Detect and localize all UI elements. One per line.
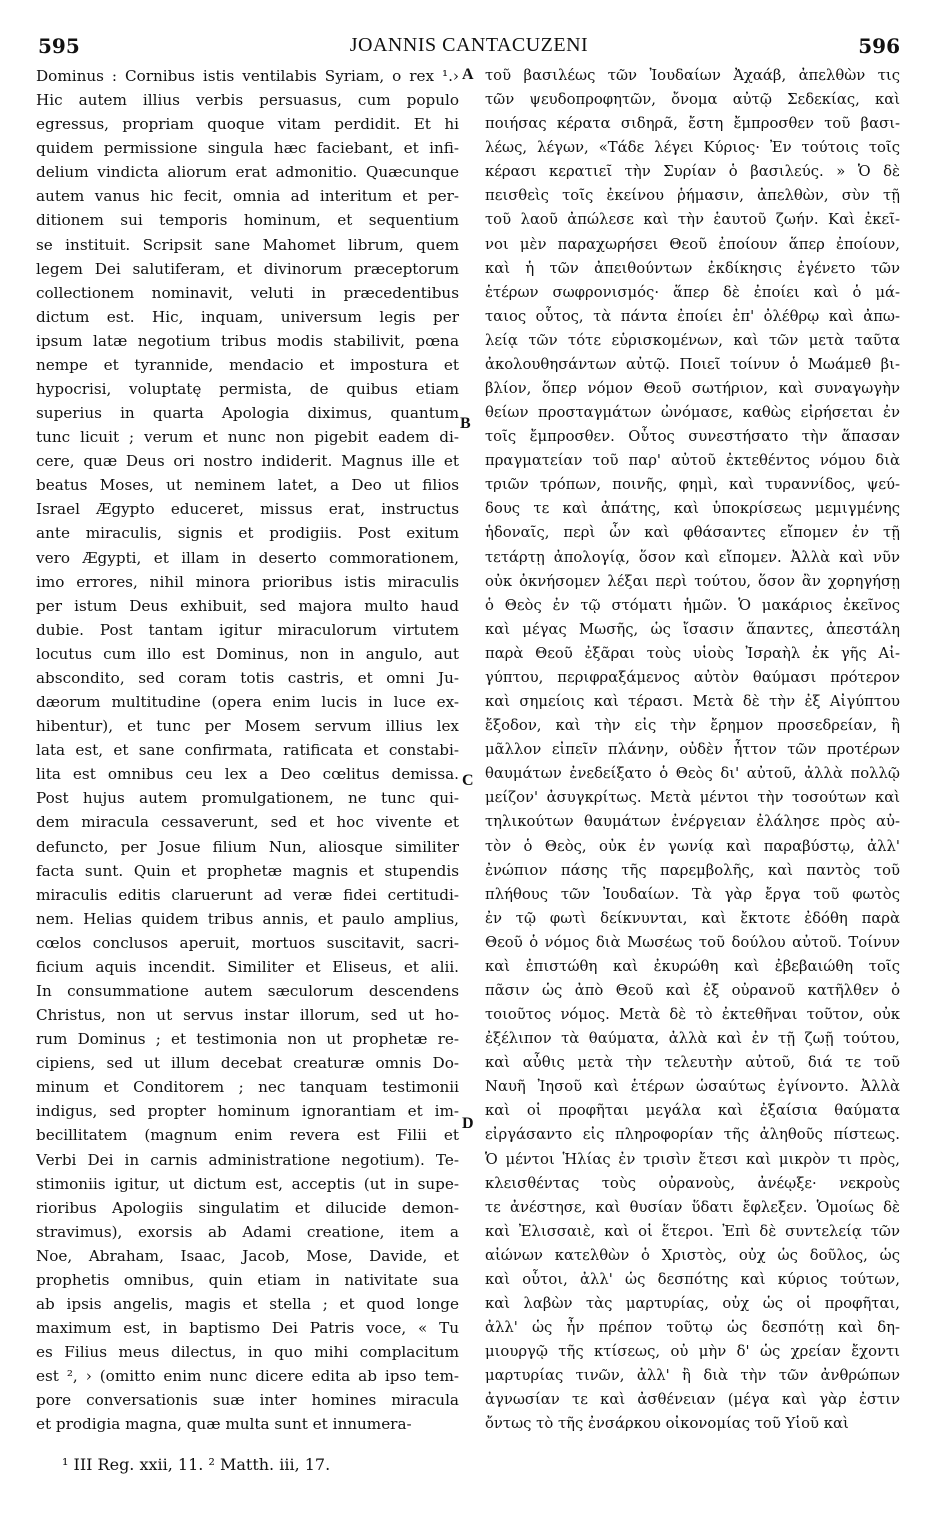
latin-text-line: lita est omnibus ceu lex a Deo cœlitus demissa. xyxy=(36,765,459,784)
latin-column xyxy=(36,64,459,1436)
latin-text-line: superius in quarta Apologia diximus, quantum xyxy=(36,404,459,423)
latin-text-line: minum et Conditorem ; nec tanquam testimonii xyxy=(36,1078,459,1097)
latin-text-line: locutus cum illo est Dominus, non in angulo, aut xyxy=(36,644,459,663)
latin-text-line: vero Ægypti, et illam in deserto commorationem, xyxy=(36,548,459,567)
latin-text-line: per istum Deus exhibuit, sed majora multo haud xyxy=(36,596,459,615)
latin-text-line: Dominus : Cornibus istis ventilabis Syriam, o rex ¹.› xyxy=(36,67,459,85)
latin-text-line: dæorum multitudine (opera enim lucis in luce ex- xyxy=(36,693,459,712)
latin-text-line: et prodigia magna, quæ multa sunt et innumera- xyxy=(36,1415,412,1434)
greek-text-line: πᾶσιν ὡς ἀπὸ Θεοῦ καὶ ἐξ οὐρανοῦ κατῆλθεν ὁ xyxy=(485,981,900,999)
greek-text-line: καὶ σημείοις καὶ τέρασι. Μετὰ δὲ τὴν ἐξ Αἰγύπτου xyxy=(485,693,900,711)
latin-text-line: cœlos conclusos aperuit, mortuos suscitavit, sacri- xyxy=(36,933,459,952)
latin-text-line: Hic autem illius verbis persuasus, cum populo xyxy=(36,91,459,110)
greek-text-line: ἀλλ' ὡς ἦν πρέπον τοῦτῳ ὡς δεσπότῃ καὶ δη- xyxy=(485,1319,900,1337)
greek-text-line: καὶ ἡ τῶν ἀπειθούντων ἐκδίκησις ἐγένετο τῶν xyxy=(485,259,900,277)
greek-text-line: μαρτυρίας τινῶν, ἀλλ' ἢ διὰ τὴν τῶν ἀνθρώπων xyxy=(485,1367,900,1385)
margin-letter-d: D xyxy=(462,1115,474,1132)
greek-text-line: νοι μὲν παραχωρήσει Θεοῦ ἐποίουν ἅπερ ἐποίουν, xyxy=(485,235,900,253)
latin-text-line: stravimus), exorsis ab Adami creatione, item a xyxy=(36,1222,459,1241)
greek-text-line: λέως, λέγων, «Τάδε λέγει Κύριος· Ἐν τούτοις τοῖς xyxy=(485,139,900,157)
latin-text-line: tunc licuit ; verum et nunc non pigebit eadem di- xyxy=(36,428,459,447)
latin-text-line: Post hujus autem promulgationem, ne tunc qui- xyxy=(36,789,459,808)
greek-text-line: μᾶλλον εἰπεῖν πλάνην, οὐδὲν ἧττον τῶν προτέρων xyxy=(485,741,900,759)
greek-text-line: τοῦ λαοῦ ἀπώλεσε καὶ τὴν ἑαυτοῦ ζωήν. Καὶ ἐκεῖ- xyxy=(485,211,900,229)
greek-text-line: καὶ Ἐλισσαιὲ, καὶ οἱ ἕτεροι. Ἐπὶ δὲ συντελείᾳ τῶν xyxy=(485,1222,900,1240)
greek-text-line: δους τε καὶ ἀπάτης, καὶ ὑποκρίσεως μεμιγμένης xyxy=(485,500,900,518)
latin-text-line: rum Dominus ; et testimonia non ut prophetæ re- xyxy=(36,1030,459,1049)
greek-text-line: καὶ λαβὼν τὰς μαρτυρίας, οὐχ ὡς οἱ προφῆται, xyxy=(485,1294,900,1312)
greek-text-line: ἑτέρων σωφρονισμός· ἅπερ δὲ ἐποίει καὶ ὁ μά- xyxy=(485,283,900,301)
latin-text-line: Verbi Dei in carnis administratione negotium). Te- xyxy=(36,1150,459,1169)
greek-text-line: τετάρτῃ ἀπολογίᾳ, ὅσον καὶ εἴπομεν. Ἀλλὰ καὶ νῦν xyxy=(485,548,900,566)
greek-text-line: καὶ ἐπιστώθη καὶ ἐκυρώθη καὶ ἐβεβαιώθη τοῖς xyxy=(485,957,900,975)
greek-text-line: ποιήσας κέρατα σιδηρᾶ, ἔστη ἔμπροσθεν τοῦ βασι- xyxy=(485,115,900,133)
greek-text-line: εἰργάσαντο εἰς πληροφορίαν τῆς ἀληθοῦς πίστεως. xyxy=(485,1126,900,1144)
latin-text-line: beatus Moses, ut neminem latet, a Deo ut filios xyxy=(36,476,459,495)
latin-text-line: prophetis omnibus, quin etiam in nativitate sua xyxy=(36,1270,459,1289)
page-number-left: 595 xyxy=(38,34,80,58)
greek-text-line: ἀκολουθησάντων αὐτῷ. Ποιεῖ τοίνυν ὁ Μωάμεθ βι- xyxy=(485,355,900,373)
footnote: ¹ III Reg. xxii, 11. ² Matth. iii, 17. xyxy=(62,1455,331,1474)
latin-text-line: ab ipsis angelis, magis et stella ; et quod longe xyxy=(36,1294,459,1313)
greek-text-line: τηλικούτων θαυμάτων ἐνέργειαν ἐλάλησε πρὸς αὐ- xyxy=(485,813,900,831)
latin-text-line: dictum est. Hic, inquam, universum legis per xyxy=(36,307,459,326)
latin-text-line: pore conversationis suæ inter homines miracula xyxy=(36,1391,459,1410)
margin-letter-b: B xyxy=(460,415,471,432)
greek-text-line: τριῶν τρόπων, ποινῆς, φημὶ, καὶ τυραννίδος, ψεύ- xyxy=(485,476,900,494)
latin-text-line: nempe et tyrannide, mendacio et impostura et xyxy=(36,355,459,374)
greek-text-line: Θεοῦ ὁ νόμος διὰ Μωσέως τοῦ δούλου αὐτοῦ. Τοίνυν xyxy=(485,933,900,951)
greek-text-line: παρὰ Θεοῦ ἐξᾶραι τοὺς υἱοὺς Ἰσραὴλ ἐκ γῆς Αἰ- xyxy=(485,644,900,662)
greek-text-line: ἐν τῷ φωτὶ δείκνυνται, καὶ ἔκτοτε ἐδόθη παρὰ xyxy=(485,909,900,927)
latin-text-line: hibentur), et tunc per Mosem servum illius lex xyxy=(36,717,459,736)
greek-text-line: λείᾳ τῶν τότε εὑρισκομένων, καὶ τῶν μετὰ ταῦτα xyxy=(485,331,900,349)
latin-text-line: ficium aquis incendit. Similiter et Eliseus, et alii. xyxy=(36,957,459,976)
latin-text-line: abscondito, sed coram totis castris, et omni Ju- xyxy=(36,668,459,687)
margin-letter-c: C xyxy=(462,772,474,789)
margin-letter-a: A xyxy=(462,66,474,83)
greek-text-line: ἔξοδον, καὶ τὴν εἰς τὴν ἔρημον προσεδρείαν, ἢ xyxy=(485,717,900,735)
greek-text-line: αἰώνων κατελθὼν ὁ Χριστὸς, οὐχ ὡς δοῦλος, ὡς xyxy=(485,1246,900,1264)
greek-text-line: τε ἀνέστησε, καὶ θυσίαν ὕδατι ἔφλεξεν. Ὁμοίως δὲ xyxy=(485,1198,900,1216)
latin-text-line: quidem permissione singula hæc faciebant, et infi- xyxy=(36,139,459,158)
greek-text-line: κέρασι κερατιεῖ τὴν Συρίαν ὁ βασιλεύς. » Ὁ δὲ xyxy=(485,163,900,181)
greek-text-line: τῶν ψευδοπροφητῶν, ὄνομα αὐτῷ Σεδεκίας, καὶ xyxy=(485,91,900,109)
greek-text-line: πραγματείαν τοῦ παρ' αὐτοῦ ἐκτεθέντος νόμου διὰ xyxy=(485,452,900,470)
greek-text-line: Ναυῆ Ἰησοῦ καὶ ἑτέρων ὡσαύτως ἐγίνοντο. Ἀλλὰ xyxy=(485,1078,900,1096)
page-header xyxy=(38,34,900,58)
page-number-right: 596 xyxy=(858,34,900,58)
greek-text-line: οὐκ ὀκνήσομεν λέξαι περὶ τούτου, ὅσον ἂν χορηγήσῃ xyxy=(485,572,900,590)
greek-text-line: ἀγνωσίαν τε καὶ ἀσθένειαν (μέγα καὶ γὰρ ἐστιν xyxy=(485,1391,900,1409)
latin-text-line: In consummatione autem sæculorum descendens xyxy=(36,981,459,1000)
latin-text-line: becillitatem (magnum enim revera est Filii et xyxy=(36,1126,459,1145)
latin-text-line: Noe, Abraham, Isaac, Jacob, Mose, Davide, et xyxy=(36,1246,459,1265)
latin-text-line: miraculis editis claruerunt ad veræ fidei certitudi- xyxy=(36,885,459,904)
greek-text-line: κλεισθέντας τοὺς οὐρανοὺς, ἀνέῳξε· νεκροὺς xyxy=(485,1174,900,1192)
latin-text-line: cere, quæ Deus ori nostro indiderit. Magnus ille et xyxy=(36,452,459,471)
latin-text-line: autem vanus hic fecit, omnia ad interitum et per- xyxy=(36,187,459,206)
greek-text-line: καὶ αὖθις μετὰ τὴν τελευτὴν αὐτοῦ, διά τε τοῦ xyxy=(485,1054,900,1072)
greek-text-line: Ὁ μέντοι Ἡλίας ἐν τρισὶν ἔτεσι καὶ μικρὸν τι πρὸς, xyxy=(485,1150,900,1168)
greek-column xyxy=(485,64,900,1436)
latin-text-line: nem. Helias quidem tribus annis, et paulo amplius, xyxy=(36,909,459,928)
greek-text-line: τὸν ὁ Θεὸς, οὐκ ἐν γωνίᾳ καὶ παραβύστῳ, ἀλλ' xyxy=(485,837,900,855)
running-title: JOANNIS CANTACUZENI xyxy=(349,34,589,56)
greek-text-line: ἐξέλιπον τὰ θαύματα, ἀλλὰ καὶ ἐν τῇ ζωῇ τούτου, xyxy=(485,1030,900,1048)
latin-text-line: lata est, et sane confirmata, ratificata et constabi- xyxy=(36,741,459,760)
greek-text-line: πεισθεὶς τοῖς ἐκείνου ῥήμασιν, ἀπελθὼν, σὺν τῇ xyxy=(485,187,900,205)
greek-text-line: ὁ Θεὸς ἐν τῷ στόματι ἡμῶν. Ὁ μακάριος ἐκεῖνος xyxy=(485,596,900,614)
latin-text-line: legem Dei salutiferam, et divinorum præceptorum xyxy=(36,259,459,278)
latin-text-line: collectionem nominavit, veluti in præcedentibus xyxy=(36,283,459,302)
latin-text-line: cipiens, sed ut illum decebat creaturæ omnis Do- xyxy=(36,1054,459,1073)
latin-text-line: hypocrisi, voluptatę permista, de quibus etiam xyxy=(36,380,459,399)
latin-text-line: se instituit. Scripsit sane Mahomet librum, quem xyxy=(36,235,459,254)
greek-text-line: ὄντως τὸ τῆς ἐνσάρκου οἰκονομίας τοῦ Υἱοῦ καὶ xyxy=(485,1415,849,1433)
latin-text-line: defuncto, per Josue filium Nun, aliosque similiter xyxy=(36,837,459,856)
latin-text-line: facta sunt. Quin et prophetæ magnis et stupendis xyxy=(36,861,459,880)
latin-text-line: stimoniis igitur, ut dictum est, acceptis (ut in supe- xyxy=(36,1174,459,1193)
greek-text-line: καὶ οὗτοι, ἀλλ' ὡς δεσπότης καὶ κύριος τούτων, xyxy=(485,1270,900,1288)
latin-text-line: rioribus Apologiis singulatim et dilucide demon- xyxy=(36,1198,459,1217)
latin-text-line: ante miraculis, signis et prodigiis. Post exitum xyxy=(36,524,459,543)
greek-text-line: θαυμάτων ἐνεδείξατο ὁ Θεὸς δι' αὐτοῦ, ἀλλὰ πολλῷ xyxy=(485,765,900,783)
greek-text-line: τοῦ βασιλέως τῶν Ἰουδαίων Ἀχαάβ, ἀπελθὼν τις xyxy=(485,67,900,84)
greek-text-line: βλίον, ὅπερ νόμον Θεοῦ σωτήριον, καὶ συναγωγὴν xyxy=(485,380,900,398)
latin-text-line: indigus, sed propter hominum ignorantiam et im- xyxy=(36,1102,459,1121)
latin-text-line: ipsum latæ negotium tribus modis stabilivit, pœna xyxy=(36,331,459,350)
greek-text-line: μείζον' ἀσυγκρίτως. Μετὰ μέντοι τὴν τοσούτων καὶ xyxy=(485,789,900,807)
greek-text-line: ἐνώπιον πάσης τῆς παρεμβολῆς, καὶ παντὸς τοῦ xyxy=(485,861,900,879)
latin-text-line: delium vindicta aliorum erat admonitio. Quæcunque xyxy=(36,163,459,182)
greek-text-line: πλήθους τῶν Ἰουδαίων. Τὰ γὰρ ἔργα τοῦ φωτὸς xyxy=(485,885,900,903)
latin-text-line: est ², › (omitto enim nunc dicere edita ab ipso tem- xyxy=(36,1367,459,1386)
greek-text-line: τοιοῦτος νόμος. Μετὰ δὲ τὸ ἐκτεθῆναι τοῦτον, οὐκ xyxy=(485,1006,900,1024)
greek-text-line: καὶ μέγας Μωσῆς, ὡς ἴσασιν ἅπαντες, ἀπεστάλη xyxy=(485,620,900,638)
latin-text-line: es Filius meus dilectus, in quo mihi complacitum xyxy=(36,1343,459,1362)
greek-text-line: καὶ οἱ προφῆται μεγάλα καὶ ἐξαίσια θαύματα xyxy=(485,1102,900,1120)
latin-text-line: Israel Ægypto educeret, missus erat, instructus xyxy=(36,500,459,519)
greek-text-line: ἡδοναῖς, περὶ ὧν καὶ φθάσαντες εἴπομεν ἐν τῇ xyxy=(485,524,900,542)
greek-text-line: θείων προσταγμάτων ὠνόμασε, καθὼς εἰρήσεται ἐν xyxy=(485,404,900,422)
latin-text-line: Christus, non ut servus instar illorum, sed ut ho- xyxy=(36,1006,459,1025)
latin-text-line: dem miracula cessaverunt, sed et hoc vivente et xyxy=(36,813,459,832)
latin-text-line: imo errores, nihil minora prioribus istis miraculis xyxy=(36,572,459,591)
greek-text-line: μιουργῷ τῆς κτίσεως, οὐ μὴν δ' ὡς χρείαν ἔχοντι xyxy=(485,1343,900,1361)
greek-text-line: γύπτου, περιφραξάμενος αὐτὸν θαύμασι πρότερον xyxy=(485,668,900,686)
greek-text-line: τοῖς ἔμπροσθεν. Οὗτος συνεστήσατο τὴν ἅπασαν xyxy=(485,428,900,446)
latin-text-line: ditionem sui temporis hominum, et sequentium xyxy=(36,211,459,230)
latin-text-line: maximum est, in baptismo Dei Patris voce, « Tu xyxy=(36,1319,459,1338)
latin-text-line: egressus, propriam quoque vitam perdidit. Et hi xyxy=(36,115,459,134)
latin-text-line: dubie. Post tantam igitur miraculorum virtutem xyxy=(36,620,459,639)
greek-text-line: ταιος οὗτος, τὰ πάντα ἐποίει ἐπ' ὀλέθρῳ καὶ ἀπω- xyxy=(485,307,900,325)
